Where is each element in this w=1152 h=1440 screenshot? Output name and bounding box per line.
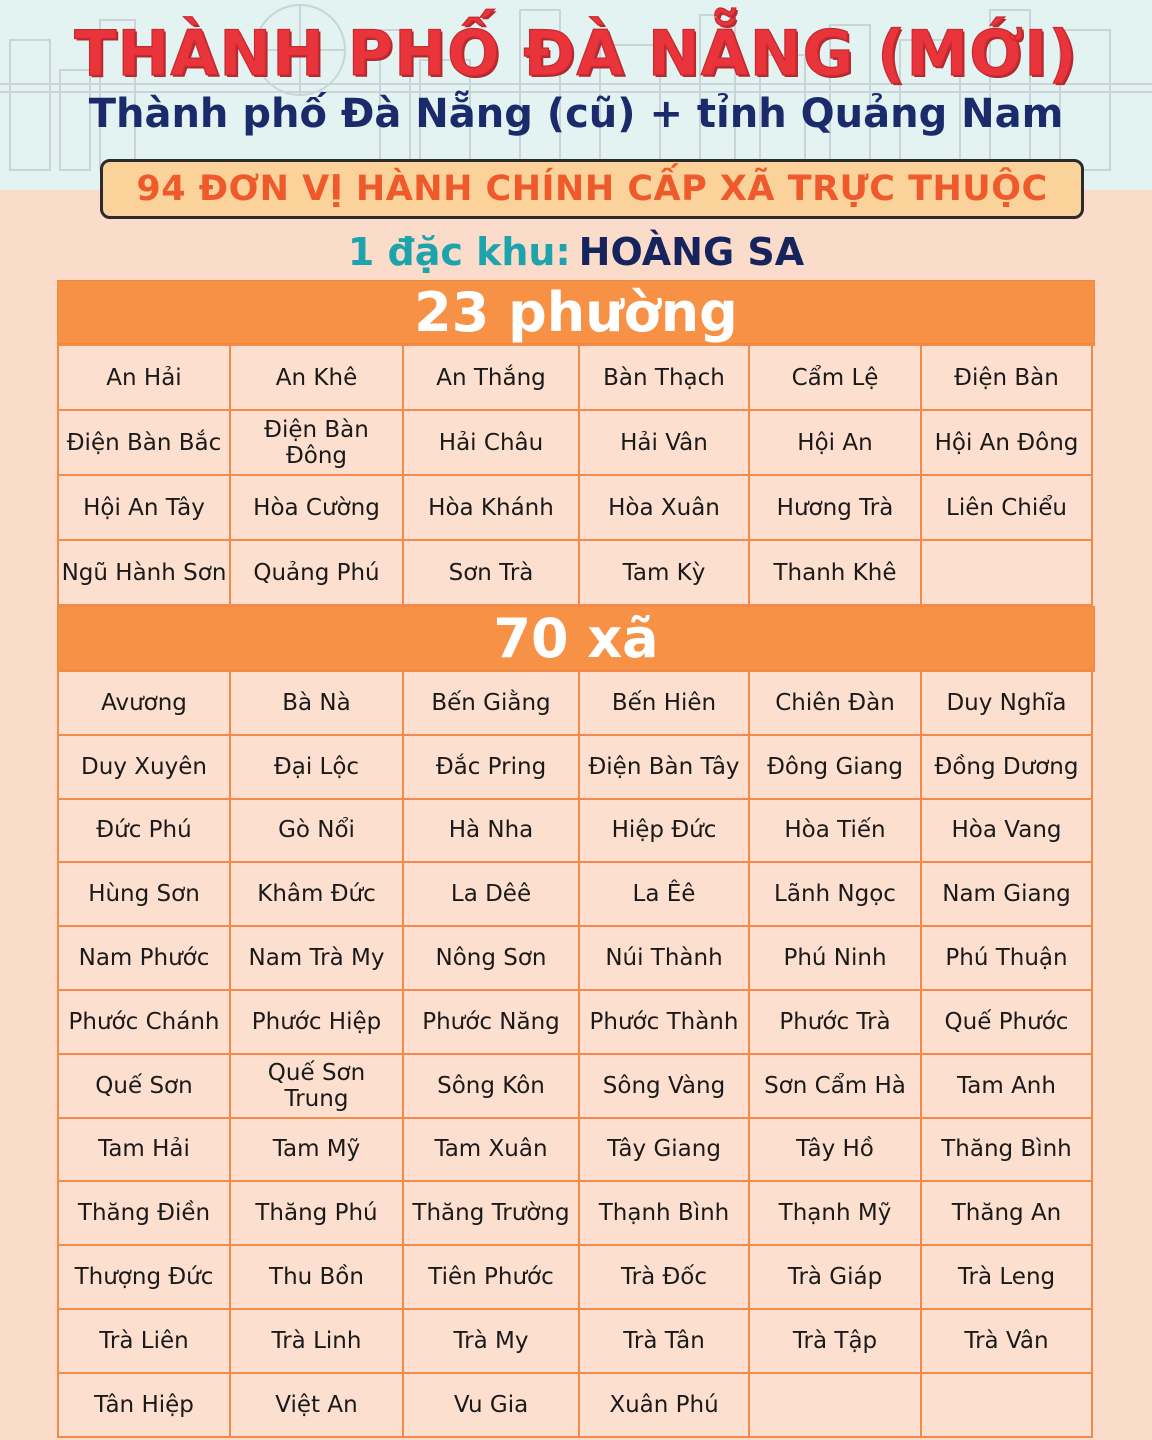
commune-cell: Thạnh Mỹ <box>750 1182 922 1246</box>
ward-cell <box>922 541 1093 606</box>
ward-cell: Ngũ Hành Sơn <box>59 541 231 606</box>
commune-cell: Trà Giáp <box>750 1246 922 1310</box>
commune-cell: Thạnh Bình <box>580 1182 750 1246</box>
commune-cell <box>750 1374 922 1438</box>
page-title: THÀNH PHỐ ĐÀ NẴNG (MỚI) <box>74 17 1078 90</box>
ward-cell: Điện Bàn <box>922 346 1093 411</box>
commune-cell: Tam Xuân <box>404 1119 580 1183</box>
ward-cell: Quảng Phú <box>231 541 404 606</box>
commune-cell: Phước Năng <box>404 991 580 1055</box>
ward-cell: Hòa Khánh <box>404 476 580 541</box>
commune-cell: Tiên Phước <box>404 1246 580 1310</box>
unit-count-banner: 94 ĐƠN VỊ HÀNH CHÍNH CẤP XÃ TRỰC THUỘC <box>100 159 1084 219</box>
commune-cell: Thượng Đức <box>59 1246 231 1310</box>
commune-cell: La Êê <box>580 863 750 927</box>
commune-cell: Hà Nha <box>404 800 580 864</box>
commune-cell: Duy Nghĩa <box>922 672 1093 736</box>
commune-cell: Thăng An <box>922 1182 1093 1246</box>
commune-cell: Tam Anh <box>922 1055 1093 1119</box>
special-zone-line <box>0 228 1152 276</box>
commune-cell <box>922 1374 1093 1438</box>
commune-cell: Avương <box>59 672 231 736</box>
ward-cell: Bàn Thạch <box>580 346 750 411</box>
communes-grid <box>57 670 1095 1438</box>
commune-cell: Quế Phước <box>922 991 1093 1055</box>
commune-cell: Thăng Phú <box>231 1182 404 1246</box>
commune-cell: Thăng Trường <box>404 1182 580 1246</box>
commune-cell: Việt An <box>231 1374 404 1438</box>
page-subtitle: Thành phố Đà Nẵng (cũ) + tỉnh Quảng Nam <box>88 91 1064 137</box>
communes-heading: 70 xã <box>57 606 1095 670</box>
commune-cell: Trà My <box>404 1310 580 1374</box>
special-zone-value: HOÀNG SA <box>578 230 805 274</box>
commune-cell: Tân Hiệp <box>59 1374 231 1438</box>
commune-cell: Nông Sơn <box>404 927 580 991</box>
commune-cell: Quế Sơn <box>59 1055 231 1119</box>
ward-cell: Hải Vân <box>580 411 750 476</box>
commune-cell: Sơn Cẩm Hà <box>750 1055 922 1119</box>
commune-cell: Vu Gia <box>404 1374 580 1438</box>
ward-cell: An Hải <box>59 346 231 411</box>
commune-cell: Phú Thuận <box>922 927 1093 991</box>
commune-cell: Trà Đốc <box>580 1246 750 1310</box>
ward-cell: Liên Chiểu <box>922 476 1093 541</box>
commune-cell: Hiệp Đức <box>580 800 750 864</box>
commune-cell: Đức Phú <box>59 800 231 864</box>
commune-cell: Nam Giang <box>922 863 1093 927</box>
commune-cell: Hùng Sơn <box>59 863 231 927</box>
commune-cell: Duy Xuyên <box>59 736 231 800</box>
commune-cell: Nam Trà My <box>231 927 404 991</box>
commune-cell: Thăng Điền <box>59 1182 231 1246</box>
ward-cell: Hội An <box>750 411 922 476</box>
commune-cell: Xuân Phú <box>580 1374 750 1438</box>
ward-cell: Điện Bàn Bắc <box>59 411 231 476</box>
commune-cell: Đồng Dương <box>922 736 1093 800</box>
commune-cell: Trà Linh <box>231 1310 404 1374</box>
ward-cell: An Thắng <box>404 346 580 411</box>
commune-cell: Hòa Vang <box>922 800 1093 864</box>
ward-cell: An Khê <box>231 346 404 411</box>
ward-cell: Hội An Tây <box>59 476 231 541</box>
ward-cell: Điện Bàn Đông <box>231 411 404 476</box>
commune-cell: Núi Thành <box>580 927 750 991</box>
commune-cell: Khâm Đức <box>231 863 404 927</box>
ward-cell: Thanh Khê <box>750 541 922 606</box>
special-zone-label: 1 đặc khu: <box>347 230 571 274</box>
commune-cell: Phú Ninh <box>750 927 922 991</box>
commune-cell: La Dêê <box>404 863 580 927</box>
commune-cell: Quế Sơn Trung <box>231 1055 404 1119</box>
ward-cell: Hải Châu <box>404 411 580 476</box>
commune-cell: Tam Hải <box>59 1119 231 1183</box>
ward-cell: Sơn Trà <box>404 541 580 606</box>
commune-cell: Đông Giang <box>750 736 922 800</box>
commune-cell: Phước Hiệp <box>231 991 404 1055</box>
ward-cell: Hội An Đông <box>922 411 1093 476</box>
commune-cell: Nam Phước <box>59 927 231 991</box>
commune-cell: Trà Tập <box>750 1310 922 1374</box>
ward-cell: Hòa Cường <box>231 476 404 541</box>
commune-cell: Hòa Tiến <box>750 800 922 864</box>
ward-cell: Hòa Xuân <box>580 476 750 541</box>
commune-cell: Tam Mỹ <box>231 1119 404 1183</box>
commune-cell: Thăng Bình <box>922 1119 1093 1183</box>
commune-cell: Phước Thành <box>580 991 750 1055</box>
commune-cell: Trà Tân <box>580 1310 750 1374</box>
commune-cell: Phước Chánh <box>59 991 231 1055</box>
commune-cell: Trà Vân <box>922 1310 1093 1374</box>
commune-cell: Phước Trà <box>750 991 922 1055</box>
commune-cell: Lãnh Ngọc <box>750 863 922 927</box>
commune-cell: Bến Hiên <box>580 672 750 736</box>
commune-cell: Trà Leng <box>922 1246 1093 1310</box>
commune-cell: Bến Giằng <box>404 672 580 736</box>
commune-cell: Đại Lộc <box>231 736 404 800</box>
wards-grid <box>57 344 1095 606</box>
commune-cell: Tây Hồ <box>750 1119 922 1183</box>
wards-heading: 23 phường <box>57 280 1095 344</box>
commune-cell: Bà Nà <box>231 672 404 736</box>
ward-cell: Tam Kỳ <box>580 541 750 606</box>
commune-cell: Sông Vàng <box>580 1055 750 1119</box>
commune-cell: Gò Nổi <box>231 800 404 864</box>
commune-cell: Điện Bàn Tây <box>580 736 750 800</box>
commune-cell: Sông Kôn <box>404 1055 580 1119</box>
commune-cell: Chiên Đàn <box>750 672 922 736</box>
commune-cell: Đắc Pring <box>404 736 580 800</box>
admin-units-table <box>57 280 1095 1438</box>
ward-cell: Hương Trà <box>750 476 922 541</box>
commune-cell: Trà Liên <box>59 1310 231 1374</box>
commune-cell: Thu Bồn <box>231 1246 404 1310</box>
ward-cell: Cẩm Lệ <box>750 346 922 411</box>
commune-cell: Tây Giang <box>580 1119 750 1183</box>
